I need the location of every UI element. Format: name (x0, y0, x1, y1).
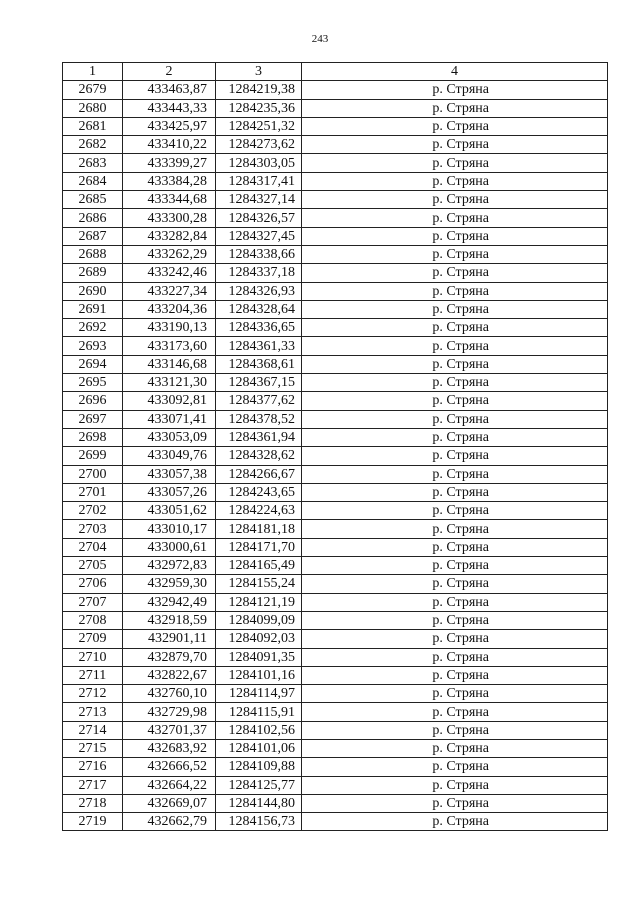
coord-x: 432664,22 (123, 776, 216, 794)
description: р. Стряна (302, 154, 608, 172)
coord-y: 1284102,56 (216, 721, 302, 739)
table-row (63, 465, 608, 483)
coord-y: 1284337,18 (216, 264, 302, 282)
point-number: 2693 (63, 337, 123, 355)
description: р. Стряна (302, 392, 608, 410)
coord-y: 1284155,24 (216, 575, 302, 593)
coord-y: 1284368,61 (216, 355, 302, 373)
coord-y: 1284273,62 (216, 136, 302, 154)
point-number: 2684 (63, 172, 123, 190)
point-number: 2718 (63, 794, 123, 812)
coord-y: 1284181,18 (216, 520, 302, 538)
coord-y: 1284361,94 (216, 428, 302, 446)
point-number: 2686 (63, 209, 123, 227)
coord-y: 1284361,33 (216, 337, 302, 355)
header-col-3: 3 (216, 63, 302, 81)
coord-y: 1284092,03 (216, 630, 302, 648)
point-number: 2710 (63, 648, 123, 666)
coord-x: 433463,87 (123, 81, 216, 99)
description: р. Стряна (302, 374, 608, 392)
coord-x: 432942,49 (123, 593, 216, 611)
point-number: 2714 (63, 721, 123, 739)
description: р. Стряна (302, 300, 608, 318)
coord-y: 1284378,52 (216, 410, 302, 428)
point-number: 2713 (63, 703, 123, 721)
description: р. Стряна (302, 172, 608, 190)
coord-y: 1284243,65 (216, 483, 302, 501)
table-row (63, 300, 608, 318)
table-row (63, 703, 608, 721)
coord-y: 1284165,49 (216, 557, 302, 575)
point-number: 2694 (63, 355, 123, 373)
table-row (63, 758, 608, 776)
description: р. Стряна (302, 557, 608, 575)
coord-x: 433344,68 (123, 191, 216, 209)
coord-y: 1284125,77 (216, 776, 302, 794)
coord-x: 433053,09 (123, 428, 216, 446)
point-number: 2702 (63, 502, 123, 520)
point-number: 2680 (63, 99, 123, 117)
coord-x: 432669,07 (123, 794, 216, 812)
coord-y: 1284327,45 (216, 227, 302, 245)
coord-y: 1284115,91 (216, 703, 302, 721)
coord-y: 1284156,73 (216, 813, 302, 831)
coord-y: 1284121,19 (216, 593, 302, 611)
coord-y: 1284251,32 (216, 117, 302, 135)
point-number: 2715 (63, 739, 123, 757)
table-row (63, 264, 608, 282)
description: р. Стряна (302, 227, 608, 245)
table-row (63, 392, 608, 410)
coord-x: 433057,38 (123, 465, 216, 483)
coord-y: 1284326,57 (216, 209, 302, 227)
description: р. Стряна (302, 355, 608, 373)
description: р. Стряна (302, 245, 608, 263)
table-row (63, 557, 608, 575)
coord-x: 432683,92 (123, 739, 216, 757)
coord-y: 1284219,38 (216, 81, 302, 99)
coord-y: 1284327,14 (216, 191, 302, 209)
table-row (63, 447, 608, 465)
table-row (63, 520, 608, 538)
coord-x: 432901,11 (123, 630, 216, 648)
point-number: 2708 (63, 611, 123, 629)
coord-x: 432822,67 (123, 666, 216, 684)
table-row (63, 685, 608, 703)
coord-y: 1284317,41 (216, 172, 302, 190)
coord-x: 433227,34 (123, 282, 216, 300)
coord-y: 1284338,66 (216, 245, 302, 263)
point-number: 2699 (63, 447, 123, 465)
table-row (63, 81, 608, 99)
table-row (63, 813, 608, 831)
coord-x: 433057,26 (123, 483, 216, 501)
description: р. Стряна (302, 685, 608, 703)
coord-x: 433071,41 (123, 410, 216, 428)
description: р. Стряна (302, 703, 608, 721)
description: р. Стряна (302, 99, 608, 117)
table-row (63, 227, 608, 245)
description: р. Стряна (302, 611, 608, 629)
table-row (63, 319, 608, 337)
description: р. Стряна (302, 648, 608, 666)
description: р. Стряна (302, 209, 608, 227)
coord-y: 1284328,62 (216, 447, 302, 465)
header-col-4: 4 (302, 63, 608, 81)
point-number: 2691 (63, 300, 123, 318)
description: р. Стряна (302, 319, 608, 337)
coord-y: 1284101,06 (216, 739, 302, 757)
coord-x: 432879,70 (123, 648, 216, 666)
coord-x: 432760,10 (123, 685, 216, 703)
table-row (63, 502, 608, 520)
point-number: 2685 (63, 191, 123, 209)
coord-x: 433384,28 (123, 172, 216, 190)
table-row (63, 337, 608, 355)
coord-y: 1284303,05 (216, 154, 302, 172)
coord-x: 433051,62 (123, 502, 216, 520)
point-number: 2717 (63, 776, 123, 794)
table-row (63, 410, 608, 428)
table-row (63, 483, 608, 501)
coord-y: 1284367,15 (216, 374, 302, 392)
coord-x: 433425,97 (123, 117, 216, 135)
table-row (63, 428, 608, 446)
table-row (63, 794, 608, 812)
table-row (63, 648, 608, 666)
table-row (63, 739, 608, 757)
description: р. Стряна (302, 428, 608, 446)
table-row (63, 355, 608, 373)
point-number: 2716 (63, 758, 123, 776)
point-number: 2679 (63, 81, 123, 99)
point-number: 2689 (63, 264, 123, 282)
point-number: 2683 (63, 154, 123, 172)
coord-x: 433010,17 (123, 520, 216, 538)
description: р. Стряна (302, 739, 608, 757)
point-number: 2700 (63, 465, 123, 483)
coordinates-table (62, 62, 608, 831)
description: р. Стряна (302, 117, 608, 135)
coord-y: 1284235,36 (216, 99, 302, 117)
table-row (63, 721, 608, 739)
coord-y: 1284224,63 (216, 502, 302, 520)
point-number: 2692 (63, 319, 123, 337)
table-row (63, 666, 608, 684)
coord-x: 433146,68 (123, 355, 216, 373)
table-row (63, 575, 608, 593)
description: р. Стряна (302, 630, 608, 648)
coord-x: 432666,52 (123, 758, 216, 776)
coord-x: 433173,60 (123, 337, 216, 355)
description: р. Стряна (302, 191, 608, 209)
header-col-2: 2 (123, 63, 216, 81)
coord-x: 433300,28 (123, 209, 216, 227)
coord-x: 433262,29 (123, 245, 216, 263)
table-row (63, 136, 608, 154)
table-row (63, 776, 608, 794)
coord-x: 432729,98 (123, 703, 216, 721)
description: р. Стряна (302, 410, 608, 428)
point-number: 2701 (63, 483, 123, 501)
point-number: 2712 (63, 685, 123, 703)
description: р. Стряна (302, 813, 608, 831)
point-number: 2706 (63, 575, 123, 593)
point-number: 2687 (63, 227, 123, 245)
table-row (63, 99, 608, 117)
point-number: 2719 (63, 813, 123, 831)
description: р. Стряна (302, 81, 608, 99)
coord-y: 1284328,64 (216, 300, 302, 318)
description: р. Стряна (302, 776, 608, 794)
point-number: 2696 (63, 392, 123, 410)
point-number: 2697 (63, 410, 123, 428)
point-number: 2704 (63, 538, 123, 556)
point-number: 2681 (63, 117, 123, 135)
coord-x: 433399,27 (123, 154, 216, 172)
description: р. Стряна (302, 337, 608, 355)
coord-x: 432959,30 (123, 575, 216, 593)
table-body (63, 81, 608, 831)
table-row (63, 172, 608, 190)
table-row (63, 593, 608, 611)
table-row (63, 282, 608, 300)
description: р. Стряна (302, 758, 608, 776)
coord-y: 1284091,35 (216, 648, 302, 666)
coord-y: 1284377,62 (216, 392, 302, 410)
header-row (63, 63, 608, 81)
coord-x: 433121,30 (123, 374, 216, 392)
point-number: 2711 (63, 666, 123, 684)
coord-y: 1284326,93 (216, 282, 302, 300)
table-row (63, 154, 608, 172)
table-header (63, 63, 608, 81)
description: р. Стряна (302, 794, 608, 812)
point-number: 2695 (63, 374, 123, 392)
coord-x: 433282,84 (123, 227, 216, 245)
table-row (63, 245, 608, 263)
description: р. Стряна (302, 520, 608, 538)
coord-y: 1284101,16 (216, 666, 302, 684)
description: р. Стряна (302, 502, 608, 520)
point-number: 2707 (63, 593, 123, 611)
point-number: 2705 (63, 557, 123, 575)
coord-x: 432918,59 (123, 611, 216, 629)
coord-y: 1284109,88 (216, 758, 302, 776)
description: р. Стряна (302, 483, 608, 501)
description: р. Стряна (302, 136, 608, 154)
coord-x: 433000,61 (123, 538, 216, 556)
coord-x: 433242,46 (123, 264, 216, 282)
description: р. Стряна (302, 465, 608, 483)
coord-x: 433443,33 (123, 99, 216, 117)
coord-x: 433190,13 (123, 319, 216, 337)
table-row (63, 117, 608, 135)
page-number: 243 (311, 33, 329, 45)
point-number: 2703 (63, 520, 123, 538)
description: р. Стряна (302, 282, 608, 300)
coord-x: 432662,79 (123, 813, 216, 831)
coord-x: 433204,36 (123, 300, 216, 318)
coord-y: 1284114,97 (216, 685, 302, 703)
coord-x: 432701,37 (123, 721, 216, 739)
coord-y: 1284144,80 (216, 794, 302, 812)
point-number: 2682 (63, 136, 123, 154)
table-row (63, 630, 608, 648)
table-row (63, 538, 608, 556)
description: р. Стряна (302, 666, 608, 684)
coord-x: 433092,81 (123, 392, 216, 410)
table-row (63, 374, 608, 392)
point-number: 2709 (63, 630, 123, 648)
description: р. Стряна (302, 447, 608, 465)
table-row (63, 191, 608, 209)
coord-y: 1284336,65 (216, 319, 302, 337)
header-col-1: 1 (63, 63, 123, 81)
table-row (63, 209, 608, 227)
coord-x: 433410,22 (123, 136, 216, 154)
table-row (63, 611, 608, 629)
description: р. Стряна (302, 538, 608, 556)
description: р. Стряна (302, 264, 608, 282)
point-number: 2688 (63, 245, 123, 263)
coord-x: 432972,83 (123, 557, 216, 575)
coord-y: 1284171,70 (216, 538, 302, 556)
point-number: 2698 (63, 428, 123, 446)
coord-x: 433049,76 (123, 447, 216, 465)
description: р. Стряна (302, 575, 608, 593)
coord-y: 1284266,67 (216, 465, 302, 483)
point-number: 2690 (63, 282, 123, 300)
description: р. Стряна (302, 721, 608, 739)
coord-y: 1284099,09 (216, 611, 302, 629)
description: р. Стряна (302, 593, 608, 611)
